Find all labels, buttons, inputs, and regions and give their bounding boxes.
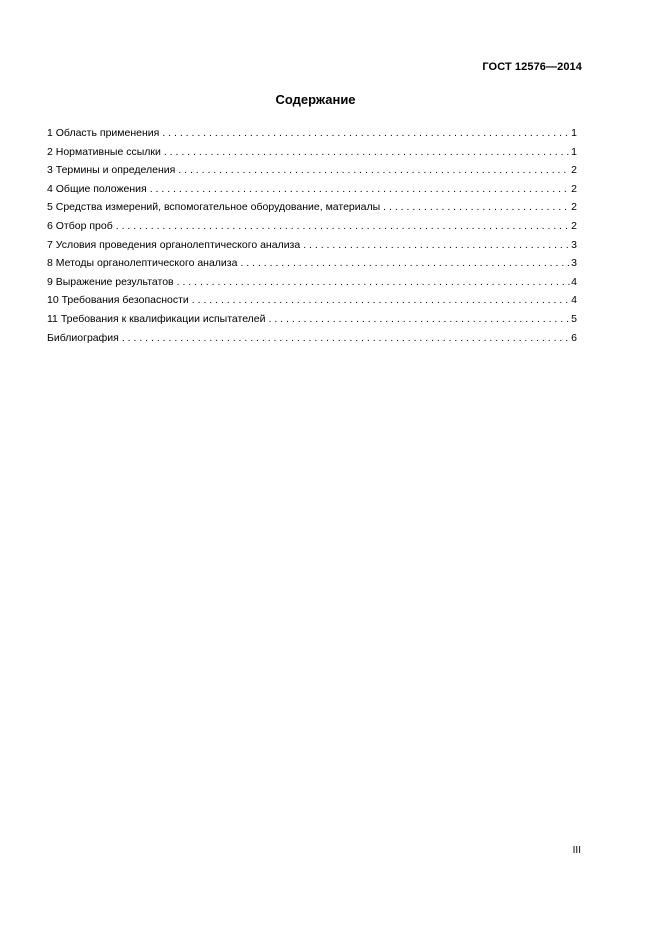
toc-entry-label: 1 Область применения	[47, 127, 160, 139]
toc-entry-general-provisions[interactable]	[47, 180, 577, 199]
toc-entry-normative-references[interactable]	[47, 143, 577, 162]
toc-entry-label: 3 Термины и определения	[47, 164, 176, 177]
toc-entry-analysis-conditions[interactable]	[47, 236, 577, 255]
toc-entry-label: Библиография	[47, 331, 119, 344]
toc-entry-page: 2	[571, 164, 577, 177]
document-code: ГОСТ 12576—2014	[482, 61, 582, 73]
toc-entry-page: 2	[571, 219, 577, 232]
toc-entry-page: 3	[571, 257, 577, 270]
toc-entry-bibliography[interactable]	[47, 329, 577, 348]
toc-entry-tester-qualification[interactable]	[47, 310, 577, 329]
page-number: III	[572, 845, 581, 856]
dot-leader	[122, 329, 570, 348]
dot-leader	[269, 310, 571, 329]
toc-entry-safety-requirements[interactable]	[47, 291, 577, 310]
toc-entry-page: 2	[571, 201, 577, 214]
dot-leader	[383, 198, 570, 217]
toc-entry-label: 10 Требования безопасности	[47, 294, 189, 307]
toc-entry-label: 4 Общие положения	[47, 182, 147, 195]
toc-entry-label: 7 Условия проведения органолептического анализа	[47, 238, 301, 251]
dot-leader	[150, 180, 570, 199]
dot-leader	[303, 236, 570, 255]
toc-entry-page: 1	[571, 145, 577, 158]
table-of-contents	[47, 124, 577, 347]
dot-leader	[240, 254, 570, 273]
toc-entry-page: 2	[571, 182, 577, 195]
toc-entry-label: 6 Отбор проб	[47, 219, 113, 232]
toc-title: Содержание	[275, 92, 356, 107]
toc-entry-page: 5	[571, 312, 577, 325]
dot-leader	[164, 143, 570, 162]
toc-entry-page: 4	[571, 294, 577, 307]
dot-leader	[162, 124, 570, 143]
toc-entry-label: 9 Выражение результатов	[47, 275, 174, 288]
toc-entry-analysis-methods[interactable]	[47, 254, 577, 273]
toc-entry-page: 3	[571, 238, 577, 251]
dot-leader	[192, 291, 570, 310]
toc-entry-results-expression[interactable]	[47, 273, 577, 292]
toc-entry-page: 4	[571, 275, 577, 288]
toc-entry-terms-definitions[interactable]	[47, 161, 577, 180]
dot-leader	[178, 161, 570, 180]
toc-entry-label: 2 Нормативные ссылки	[47, 145, 161, 158]
dot-leader	[116, 217, 570, 236]
toc-entry-label: 5 Средства измерений, вспомогательное оборудование, материалы	[47, 201, 381, 214]
toc-entry-scope[interactable]	[47, 124, 577, 143]
toc-entry-label: 11 Требования к квалификации испытателей	[47, 312, 266, 325]
dot-leader	[177, 273, 571, 292]
toc-entry-label: 8 Методы органолептического анализа	[47, 257, 238, 270]
toc-entry-page: 6	[571, 331, 577, 344]
toc-entry-measuring-instruments[interactable]	[47, 198, 577, 217]
toc-entry-sampling[interactable]	[47, 217, 577, 236]
toc-entry-page: 1	[571, 127, 577, 139]
